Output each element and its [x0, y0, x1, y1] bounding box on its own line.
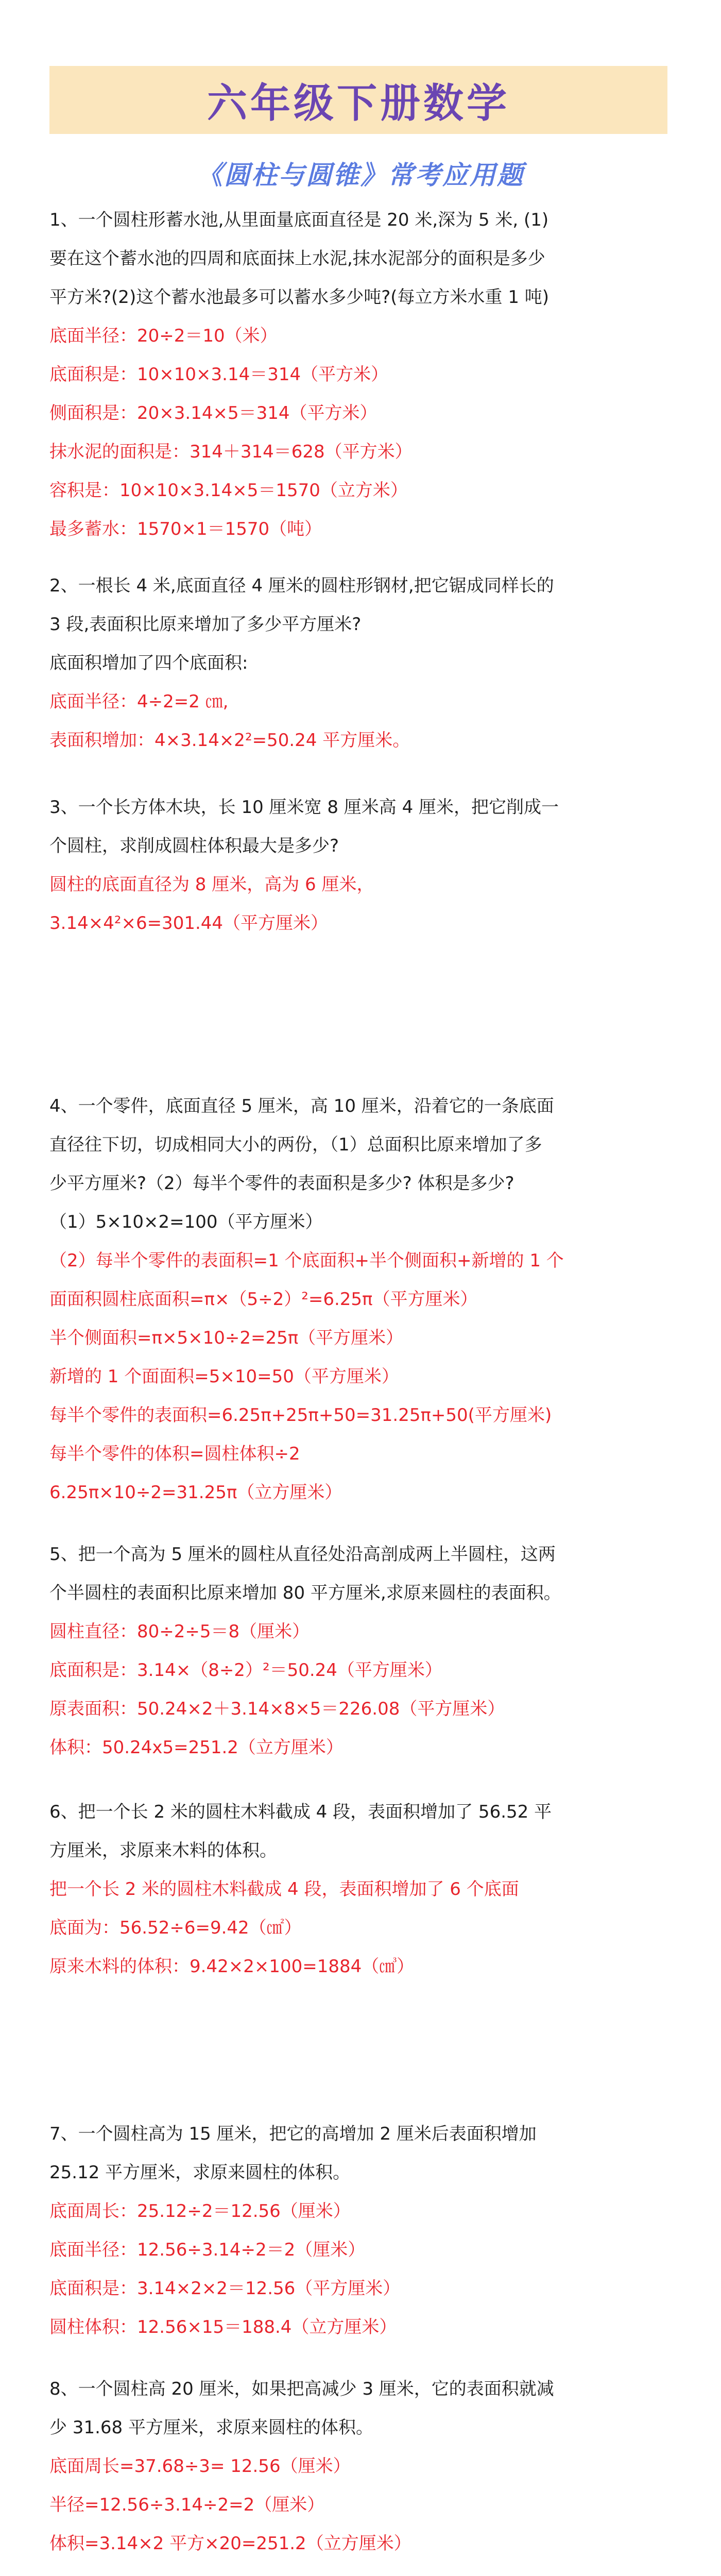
question-line: 25.12 平方厘米，求原来圆柱的体积。 — [49, 2162, 351, 2183]
answer-line: 最多蓄水：1570×1＝1570（吨） — [49, 519, 322, 539]
answer-line: 底面为：56.52÷6=9.42（㎠） — [49, 1918, 302, 1938]
question-line: （1）5×10×2=100（平方厘米） — [49, 1212, 323, 1232]
question-5 — [49, 1535, 688, 1767]
page-title: 六年级下册数学 — [207, 80, 510, 127]
question-line: 少 31.68 平方厘米，求原来圆柱的体积。 — [49, 2417, 373, 2438]
question-line: 底面积增加了四个底面积: — [49, 653, 248, 673]
answer-line: 表面积增加：4×3.14×2²=50.24 平方厘米。 — [49, 730, 410, 751]
question-line: 7、一个圆柱高为 15 厘米，把它的高增加 2 厘米后表面积增加 — [49, 2124, 537, 2144]
question-line: 少平方厘米?（2）每半个零件的表面积是多少? 体积是多少? — [49, 1173, 514, 1194]
answer-line: 半个侧面积=π×5×10÷2=25π（平方厘米） — [49, 1328, 404, 1348]
question-line: 3 段,表面积比原来增加了多少平方厘米? — [49, 614, 362, 635]
answer-line: 6.25π×10÷2=31.25π（立方厘米） — [49, 1482, 342, 1503]
question-line: 个半圆柱的表面积比原来增加 80 平方厘米,求原来圆柱的表面积。 — [49, 1583, 561, 1603]
answer-line: 底面周长=37.68÷3= 12.56（厘米） — [49, 2456, 351, 2477]
title-banner — [49, 66, 667, 134]
answer-line: 底面半径：12.56÷3.14÷2＝2（厘米） — [49, 2240, 366, 2260]
answer-line: 原来木料的体积：9.42×2×100=1884（㎤） — [49, 1956, 415, 1977]
question-line: 4、一个零件，底面直径 5 厘米，高 10 厘米，沿着它的一条底面 — [49, 1096, 554, 1116]
answer-line: 圆柱直径：80÷2÷5＝8（厘米） — [49, 1621, 310, 1642]
answer-line: 每半个零件的表面积=6.25π+25π+50=31.25π+50(平方厘米) — [49, 1405, 552, 1426]
answer-line: 体积：50.24x5=251.2（立方厘米） — [49, 1737, 344, 1758]
answer-line: 3.14×4²×6=301.44（平方厘米） — [49, 913, 329, 934]
question-line: 1、一个圆柱形蓄水池,从里面量底面直径是 20 米,深为 5 米, (1) — [49, 210, 549, 230]
answer-line: 抹水泥的面积是：314＋314＝628（平方米） — [49, 442, 413, 462]
answer-line: 体积=3.14×2 平方×20=251.2（立方厘米） — [49, 2533, 411, 2554]
page-subtitle: 《圆柱与圆锥》常考应用题 — [197, 160, 524, 190]
answer-line: 侧面积是：20×3.14×5＝314（平方米） — [49, 403, 377, 423]
question-4 — [49, 1087, 688, 1512]
answer-line: 底面周长：25.12÷2＝12.56（厘米） — [49, 2201, 351, 2222]
answer-line: 底面积是：3.14×2×2＝12.56（平方厘米） — [49, 2278, 401, 2299]
answer-line: 容积是：10×10×3.14×5＝1570（立方米） — [49, 480, 408, 501]
answer-line: 半径=12.56÷3.14÷2=2（厘米） — [49, 2495, 325, 2515]
question-line: 3、一个长方体木块，长 10 厘米宽 8 厘米高 4 厘米，把它削成一 — [49, 797, 559, 818]
question-line: 个圆柱，求削成圆柱体积最大是多少? — [49, 836, 339, 856]
answer-line: 圆柱体积：12.56×15＝188.4（立方厘米） — [49, 2317, 397, 2337]
question-line: 要在这个蓄水池的四周和底面抹上水泥,抹水泥部分的面积是多少 — [49, 248, 545, 269]
question-6 — [49, 1793, 688, 1986]
question-line: 直径往下切，切成相同大小的两份，（1）总面积比原来增加了多 — [49, 1134, 542, 1155]
answer-line: 底面积是：3.14×（8÷2）²＝50.24（平方厘米） — [49, 1660, 442, 1681]
answer-line: 面面积圆柱底面积=π×（5÷2）²=6.25π（平方厘米） — [49, 1289, 478, 1310]
answer-line: 原表面积：50.24×2＋3.14×8×5＝226.08（平方厘米） — [49, 1699, 505, 1719]
question-line: 6、把一个长 2 米的圆柱木料截成 4 段，表面积增加了 56.52 平 — [49, 1802, 552, 1822]
answer-line: 把一个长 2 米的圆柱木料截成 4 段，表面积增加了 6 个底面 — [49, 1879, 519, 1900]
answer-line: （2）每半个零件的表面积=1 个底面积+半个侧面积+新增的 1 个 — [49, 1250, 564, 1271]
question-line: 平方米?(2)这个蓄水池最多可以蓄水多少吨?(每立方米水重 1 吨) — [49, 287, 550, 308]
question-8 — [49, 2370, 688, 2563]
answer-line: 每半个零件的体积=圆柱体积÷2 — [49, 1444, 300, 1464]
answer-line: 底面半径：20÷2＝10（米） — [49, 326, 278, 346]
question-7 — [49, 2115, 688, 2347]
answer-line: 底面积是：10×10×3.14＝314（平方米） — [49, 364, 389, 385]
question-2 — [49, 567, 688, 760]
answer-line: 底面半径：4÷2=2 ㎝, — [49, 691, 229, 712]
question-line: 方厘米，求原来木料的体积。 — [49, 1840, 277, 1861]
question-1 — [49, 201, 688, 549]
answer-line: 新增的 1 个面面积=5×10=50（平方厘米） — [49, 1366, 399, 1387]
question-3 — [49, 788, 688, 943]
question-line: 8、一个圆柱高 20 厘米，如果把高减少 3 厘米，它的表面积就减 — [49, 2379, 554, 2399]
question-line: 5、把一个高为 5 厘米的圆柱从直径处沿高剖成两上半圆柱，这两 — [49, 1544, 556, 1565]
answer-line: 圆柱的底面直径为 8 厘米，高为 6 厘米， — [49, 874, 374, 895]
question-line: 2、一根长 4 米,底面直径 4 厘米的圆柱形钢材,把它锯成同样长的 — [49, 575, 554, 596]
